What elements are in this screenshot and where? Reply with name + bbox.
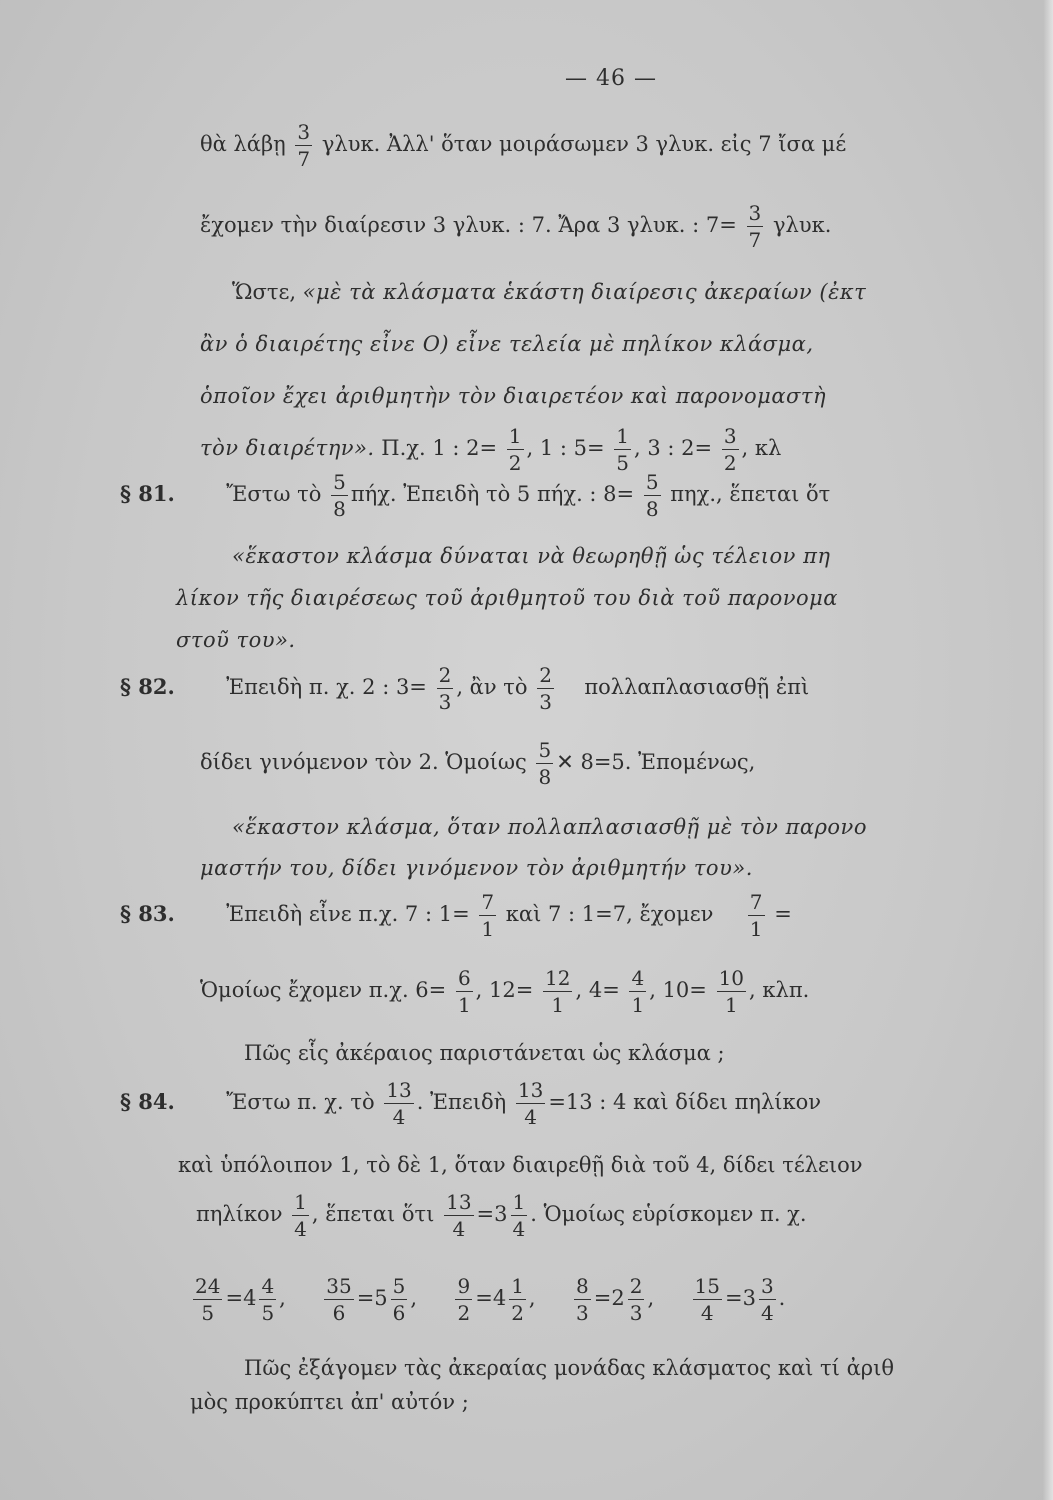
text-line-23: μὸς προκύπτει ἀπ' αὐτόν ; bbox=[190, 1390, 469, 1414]
text-line-18 bbox=[120, 1080, 821, 1127]
fraction: $\frac{4}{5}$ bbox=[261, 1274, 275, 1325]
text-span: γλυκ. bbox=[772, 213, 832, 237]
fraction: $\frac{1}{4}$ bbox=[294, 1190, 307, 1241]
text-span: Π.χ. 1 : 2= bbox=[374, 436, 498, 460]
text-span: ἔχομεν τὴν διαίρεσιν 3 γλυκ. : 7. Ἄρα 3 γλυκ. : 7= bbox=[200, 213, 737, 237]
fraction: $\frac{5}{8}$ bbox=[538, 738, 552, 789]
fraction: $\frac{3}{2}$ bbox=[723, 424, 737, 475]
text-line-7 bbox=[120, 472, 830, 519]
fraction: $\frac{9}{2}$ bbox=[457, 1274, 471, 1325]
text-span: Ἐπειδὴ π. χ. 2 : 3= bbox=[226, 675, 427, 699]
fraction: $\frac{2}{3}$ bbox=[438, 663, 452, 714]
text-span: , 12= bbox=[475, 978, 534, 1002]
text-span: πήχ. Ἐπειδὴ τὸ 5 πήχ. : 8= bbox=[350, 482, 635, 506]
text-span: =13 : 4 καὶ δίδει πηλίκον bbox=[548, 1090, 822, 1114]
fraction: $\frac{4}{1}$ bbox=[631, 966, 645, 1017]
fraction: $\frac{13}{4}$ bbox=[517, 1078, 544, 1129]
text-line-10: στοῦ του». bbox=[176, 628, 296, 652]
text-span: =3 bbox=[476, 1202, 508, 1226]
text-span: Ὥστε, bbox=[232, 280, 303, 304]
italic-text: τὸν διαιρέτην». bbox=[200, 436, 375, 460]
section-number: § 83. bbox=[120, 901, 175, 926]
text-span: πηχ., ἕπεται ὅτ bbox=[670, 482, 831, 506]
fraction: $\frac{5}{6}$ bbox=[392, 1274, 406, 1325]
fraction: $\frac{1}{5}$ bbox=[616, 424, 630, 475]
fraction: $\frac{12}{1}$ bbox=[545, 966, 571, 1017]
text-line-13: «ἕκαστον κλάσμα, ὅταν πολλαπλασιασθῇ μὲ τὸν παρονο bbox=[232, 815, 867, 839]
text-line-9: λίκον τῆς διαιρέσεως τοῦ ἀριθμητοῦ του διὰ τοῦ παρονομα bbox=[176, 586, 838, 610]
fraction: $\frac{8}{3}$ bbox=[575, 1274, 589, 1325]
italic-text: «μὲ τὰ κλάσματα ἑκάστη διαίρεσις ἀκεραίων (ἐκτ bbox=[302, 280, 867, 304]
text-line-2 bbox=[200, 203, 831, 250]
text-line-22: Πῶς ἐξάγομεν τὰς ἀκεραίας μονάδας κλάσματος καὶ τί ἀριθ bbox=[244, 1356, 894, 1380]
text-span: , ἕπεται ὅτι bbox=[311, 1202, 435, 1226]
text-line-5: ὁποῖον ἔχει ἀριθμητὴν τὸν διαιρετέον καὶ παρονομαστὴ bbox=[200, 384, 827, 408]
section-number: § 82. bbox=[120, 674, 175, 699]
text-span: , 10= bbox=[649, 978, 707, 1002]
fraction: $\frac{3}{7}$ bbox=[748, 201, 762, 252]
fraction: $\frac{1}{2}$ bbox=[508, 424, 522, 475]
text-line-15 bbox=[120, 892, 792, 939]
text-line-20 bbox=[196, 1192, 807, 1239]
text-span: καὶ 7 : 1=7, ἔχομεν bbox=[505, 902, 714, 926]
fraction: $\frac{2}{3}$ bbox=[629, 1274, 643, 1325]
text-span: Ὁμοίως ἔχομεν π.χ. 6= bbox=[200, 978, 447, 1002]
text-span: , 3 : 2= bbox=[634, 436, 713, 460]
text-span: πολλαπλασιασθῇ ἐπὶ bbox=[584, 675, 810, 699]
text-line-12 bbox=[200, 740, 755, 787]
section-number: § 84. bbox=[120, 1089, 175, 1114]
text-line-19: καὶ ὑπόλοιπον 1, τὸ δὲ 1, ὅταν διαιρεθῇ διὰ τοῦ 4, δίδει τέλειον bbox=[178, 1153, 863, 1177]
fraction: $\frac{7}{1}$ bbox=[749, 890, 763, 941]
text-line-14: μαστήν του, δίδει γινόμενον τὸν ἀριθμητήν του». bbox=[200, 856, 753, 880]
text-span: γλυκ. Ἀλλ' ὅταν μοιράσωμεν 3 γλυκ. εἰς 7 ἴσα μέ bbox=[321, 132, 847, 156]
text-line-8: «ἕκαστον κλάσμα δύναται νὰ θεωρηθῇ ὡς τέλειον πη bbox=[232, 544, 831, 568]
fraction: $\frac{3}{4}$ bbox=[760, 1274, 774, 1325]
text-line-4: ἂν ὁ διαιρέτης εἶνε Ο) εἶνε τελεία μὲ πηλίκον κλάσμα, bbox=[200, 332, 814, 356]
text-line-3 bbox=[232, 282, 866, 303]
fraction: $\frac{1}{4}$ bbox=[512, 1190, 526, 1241]
fraction: $\frac{24}{5}$ bbox=[195, 1274, 221, 1325]
fraction: $\frac{3}{7}$ bbox=[297, 120, 311, 171]
text-line-6 bbox=[200, 426, 781, 473]
fraction: $\frac{5}{8}$ bbox=[645, 470, 659, 521]
text-span: , κλπ. bbox=[749, 978, 810, 1002]
fraction: $\frac{6}{1}$ bbox=[457, 966, 471, 1017]
text-span: , 1 : 5= bbox=[526, 436, 605, 460]
fraction: $\frac{2}{3}$ bbox=[539, 663, 552, 714]
text-span: Ἐπειδὴ εἶνε π.χ. 7 : 1= bbox=[226, 902, 470, 926]
fraction: $\frac{5}{8}$ bbox=[333, 470, 346, 521]
fraction: $\frac{13}{4}$ bbox=[446, 1190, 472, 1241]
text-line-21: $\frac{24}{5}$ =4 $\frac{4}{5}$ , $\frac{35}{6}$ =5 $\frac{5}{6}$ , $\frac{9}{2}$ =4 $\frac{1}{2}$ , $\frac{8}{3}$ =2 $\frac{2}{3}$ , $\frac{15}{4}$ =3 $\frac{3}{4}$ . bbox=[195, 1274, 786, 1325]
text-span: = bbox=[774, 902, 792, 926]
text-span: , κλ bbox=[741, 436, 782, 460]
text-span: θὰ λάβῃ bbox=[200, 132, 286, 156]
text-line-1 bbox=[200, 122, 846, 169]
text-span: , ἂν τὸ bbox=[456, 675, 528, 699]
fraction: $\frac{35}{6}$ bbox=[326, 1274, 352, 1325]
text-span: . Ὁμοίως εὑρίσκομεν π. χ. bbox=[530, 1202, 807, 1226]
text-span: Ἔστω τὸ bbox=[226, 482, 322, 506]
text-line-16 bbox=[200, 968, 809, 1015]
text-span: Ἔστω π. χ. τὸ bbox=[226, 1090, 375, 1114]
page-number: — 46 — bbox=[565, 66, 657, 91]
fraction: $\frac{10}{1}$ bbox=[718, 966, 745, 1017]
text-span: δίδει γινόμενον τὸν 2. Ὁμοίως bbox=[200, 750, 527, 774]
fraction: $\frac{15}{4}$ bbox=[694, 1274, 720, 1325]
text-span: . Ἐπειδὴ bbox=[416, 1090, 507, 1114]
fraction: $\frac{7}{1}$ bbox=[481, 890, 495, 941]
page-edge bbox=[1043, 0, 1053, 1500]
fraction: $\frac{13}{4}$ bbox=[386, 1078, 412, 1129]
text-span: ✕ 8=5. Ἐπομένως, bbox=[556, 750, 756, 774]
text-span: πηλίκον bbox=[196, 1202, 283, 1226]
text-line-17: Πῶς εἷς ἀκέραιος παριστάνεται ὡς κλάσμα ; bbox=[244, 1041, 725, 1065]
section-number: § 81. bbox=[120, 481, 175, 506]
text-line-11 bbox=[120, 665, 809, 712]
fraction: $\frac{1}{2}$ bbox=[511, 1274, 524, 1325]
text-span: , 4= bbox=[575, 978, 620, 1002]
